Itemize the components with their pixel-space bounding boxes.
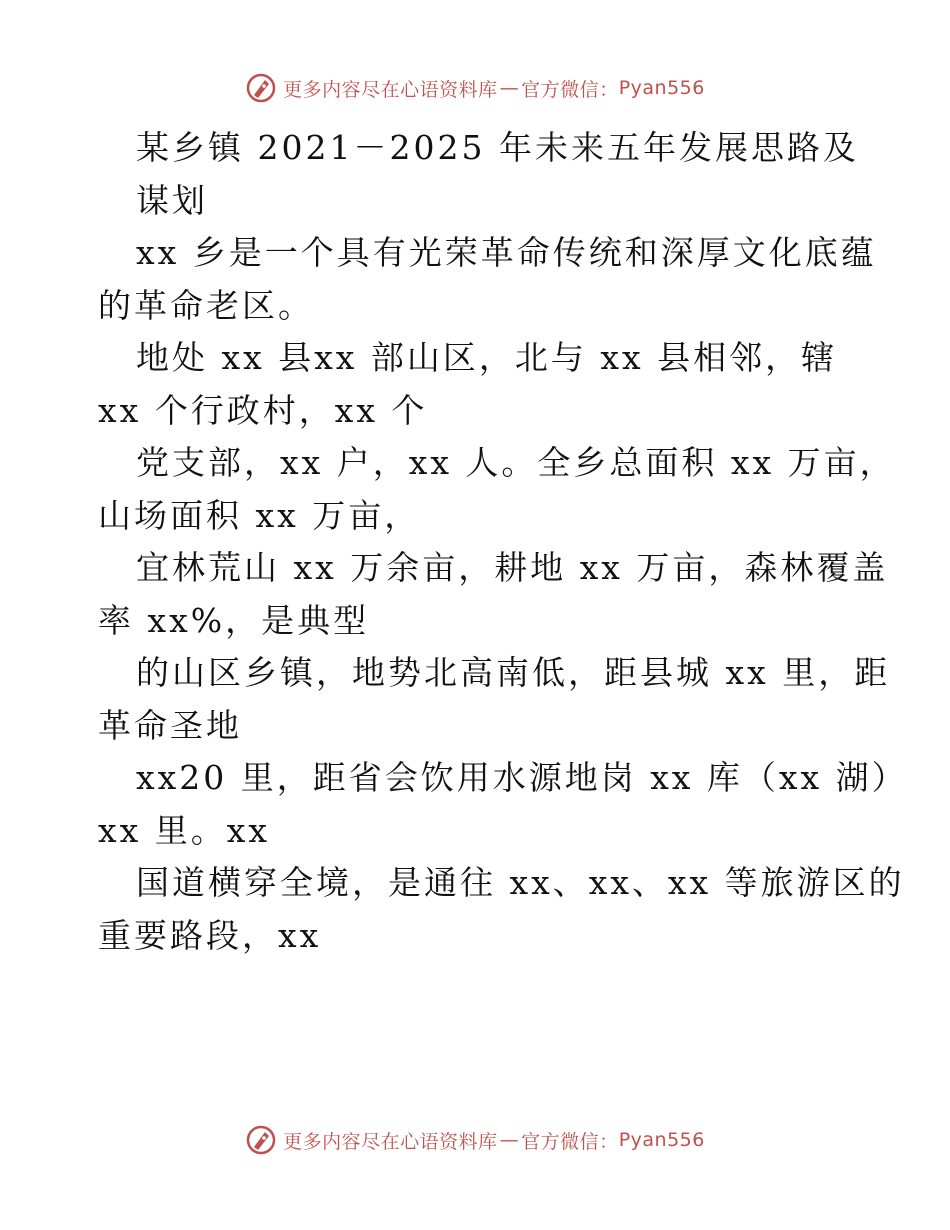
- banner-wechat-id: Pyan556: [618, 77, 705, 99]
- header-banner: [0, 72, 950, 104]
- doc-line: 党支部，xx 户，xx 人。全乡总面积 xx 万亩，: [136, 443, 896, 482]
- doc-line: 率 xx%，是典型: [98, 600, 370, 640]
- pen-nib-logo-icon: [245, 72, 277, 104]
- banner-separator: —: [499, 77, 520, 99]
- doc-line: xx 乡是一个具有光荣革命传统和深厚文化底蕴: [136, 233, 877, 272]
- banner-wechat-label: 官方微信：: [521, 78, 619, 101]
- banner-wechat-label: 官方微信：: [521, 1130, 619, 1153]
- doc-line: 的革命老区。: [98, 285, 314, 325]
- doc-line: 国道横穿全境，是通往 xx、xx、xx 等旅游区的: [136, 863, 905, 902]
- doc-line: 山场面积 xx 万亩，: [98, 495, 421, 535]
- footer-banner: [0, 1124, 950, 1156]
- doc-line: 重要路段，xx: [98, 915, 322, 955]
- banner-wechat-id: Pyan556: [618, 1129, 705, 1151]
- doc-line: 宜林荒山 xx 万余亩，耕地 xx 万亩，森林覆盖: [136, 548, 889, 587]
- doc-line: 地处 xx 县xx 部山区，北与 xx 县相邻，辖: [136, 338, 838, 377]
- document-body: [98, 122, 908, 962]
- doc-line: 革命圣地: [98, 705, 242, 745]
- doc-line: 谋划: [136, 180, 208, 220]
- doc-line: 的山区乡镇，地势北高南低，距县城 xx 里，距: [136, 653, 891, 692]
- doc-line: xx 里。xx: [98, 810, 270, 850]
- doc-line: xx20 里，距省会饮用水源地岗 xx 库（xx 湖）: [136, 758, 908, 797]
- pen-nib-logo-icon: [245, 1124, 277, 1156]
- banner-text: 更多内容尽在心语资料库: [283, 1130, 498, 1153]
- doc-line: xx 个行政村，xx 个: [98, 390, 428, 430]
- banner-separator: —: [499, 1129, 520, 1151]
- doc-line: 某乡镇 2021－2025 年未来五年发展思路及: [136, 128, 859, 167]
- banner-text: 更多内容尽在心语资料库: [283, 78, 498, 101]
